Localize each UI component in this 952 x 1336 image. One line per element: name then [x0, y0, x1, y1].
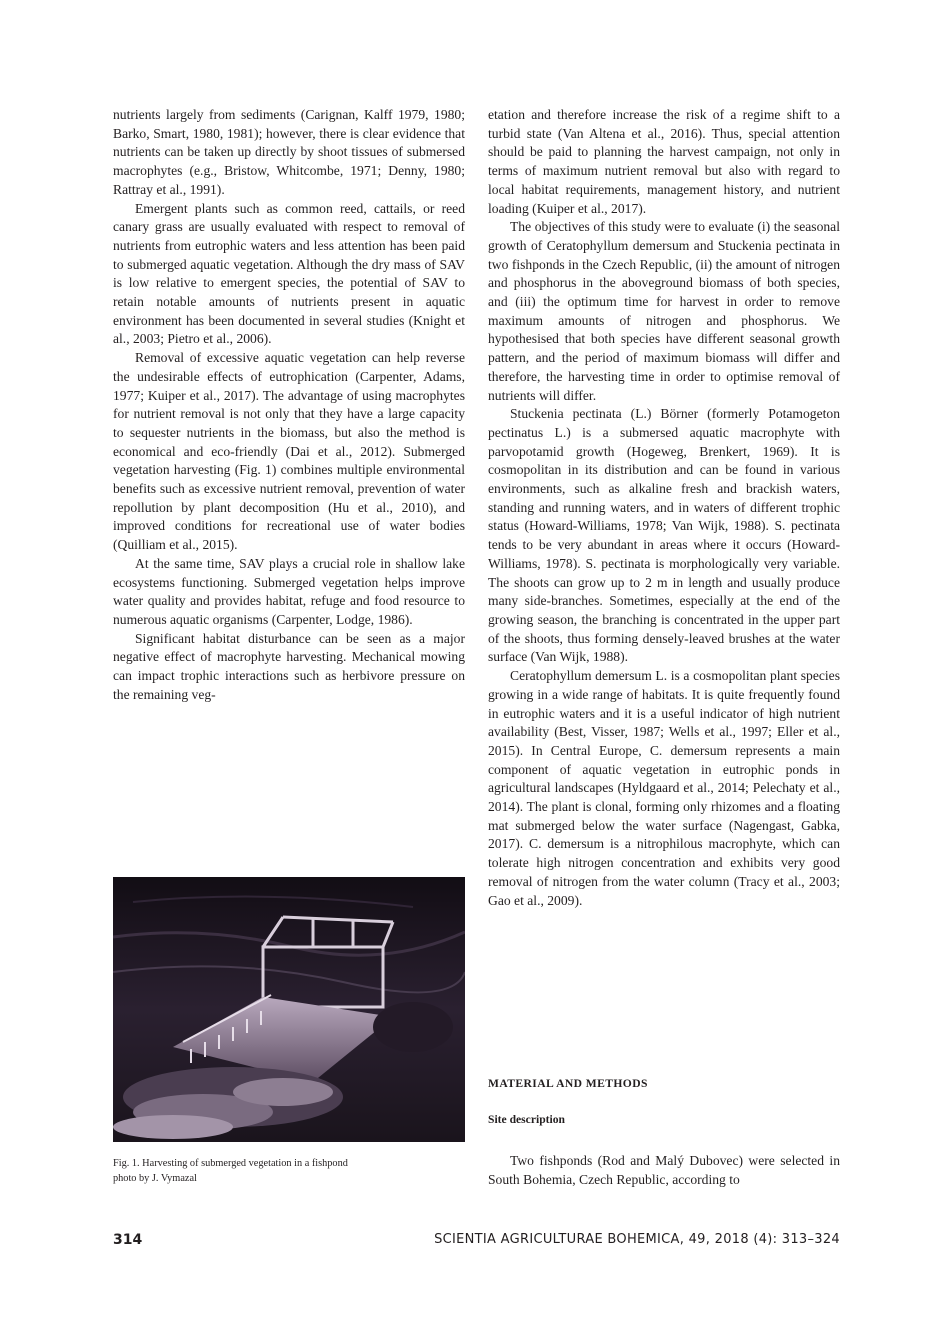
paragraph: etation and therefore increase the risk of a regime shift to a turbid state (Van Altena et al., 2016). Thus, special attention should be paid to planning the harvest campaign, not only in terms of maximum nutrient removal but also with regard to local habitat requirements, management history, and nutrient loading (Kuiper et al., 2017).: [488, 107, 840, 216]
figure-caption: [113, 1156, 465, 1186]
paragraph: Ceratophyllum demersum L. is a cosmopolitan plant species growing in a wide range of habitats. It is quite frequently found in eutrophic waters and it is a useful indicator of high nutrient availability (Best, Visser, 1987; Wells et al., 1997; Eller et al., 2015). In Central Europe, C. demersum represents a main component of aquatic vegetation in eutrophic ponds in agricultural landscapes (Hyldgaard et al., 2014; Pelechaty et al., 2014). The plant is clonal, forming only rhizomes and a floating mat submerged below the water surface (Nagengast, Gabka, 2017). C. demersum is a nitrophilous macrophyte, which can tolerate high nitrogen concentration and exhibits very good removal of nitrogen from the water column (Tracy et al., 2003; Gao et al., 2009).: [488, 668, 840, 908]
paragraph: Emergent plants such as common reed, cattails, or reed canary grass are usually evaluated with respect to removal of nutrients from eutrophic waters and less attention has been paid to submerged aquatic vegetation. Although the dry mass of SAV is low relative to emergent species, the potential of SAV to retain notable amounts of nutrients present in aquatic environment has been documented in several studies (Knight et al., 2003; Pietro et al., 2006).: [113, 200, 465, 347]
section-heading: MATERIAL AND METHODS: [488, 1077, 648, 1090]
left-column: [113, 106, 465, 705]
harvester-photo: [113, 877, 465, 1142]
paragraph: Stuckenia pectinata (L.) Börner (formerly Potamogeton pectinatus L.) is a submersed aquatic macrophyte with parvopotamid growth (Hogeweg, Brenkert, 1969). It is cosmopolitan in its distribution and can be found in various environments, such as alkaline fresh and brackish waters, standing and running waters, and in waters of different trophic status (Howard-Williams, 1978; Van Wijk, 1988). S. pectinata tends to be very abundant in areas where it occurs (Howard-Williams, 1978). S. pectinata is morphologically very variable. The shoots can grow up to 2 m in length and usually produce many side-branches. Sometimes, especially at the end of the growing season, the branching is concentrated in the upper part of the shoots, thus forming densely-leaved brushes at the water surface (Van Wijk, 1988).: [488, 406, 840, 665]
subsection-heading: Site description: [488, 1113, 565, 1126]
site-description-text: [488, 1152, 840, 1189]
paragraph: nutrients largely from sediments (Carignan, Kalff 1979, 1980; Barko, Smart, 1980, 1981); however, there is clear evidence that nutrients can be taken up directly by shoot tissues of submersed macrophytes (e.g., Bristow, Whitcombe, 1971; Denny, 1980; Rattray et al., 1991).: [113, 107, 465, 197]
harvester-photo-illustration: [113, 877, 465, 1142]
photo-credit: photo by J. Vymazal: [113, 1173, 197, 1184]
right-column: [488, 106, 840, 910]
page-footer: [113, 1232, 840, 1252]
caption-line: Fig. 1. Harvesting of submerged vegetation in a fishpond: [113, 1158, 348, 1169]
paragraph: Significant habitat disturbance can be seen as a major negative effect of macrophyte harvesting. Mechanical mowing can impact trophic interactions such as herbivore pressure on the remaining veg-: [113, 630, 465, 702]
paragraph: At the same time, SAV plays a crucial role in shallow lake ecosystems functioning. Submerged vegetation helps improve water quality and provides habitat, refuge and food resource to numerous aquatic organisms (Carpenter, Lodge, 1986).: [113, 555, 465, 627]
page-number: 314: [113, 1232, 143, 1248]
journal-citation: SCIENTIA AGRICULTURAE BOHEMICA, 49, 2018 (4): 313–324: [434, 1232, 840, 1247]
paragraph: Two fishponds (Rod and Malý Dubovec) were selected in South Bohemia, Czech Republic, according to: [488, 1153, 840, 1187]
paragraph: Removal of excessive aquatic vegetation can help reverse the undesirable effects of eutrophication (Carpenter, Adams, 1977; Kuiper et al., 2017). The advantage of using macrophytes for nutrient removal is not only that they have a large capacity to sequester nutrients in the biomass, but also the method is economical and eco-friendly (Dai et al., 2012). Submerged vegetation harvesting (Fig. 1) combines multiple environmental benefits such as excessive nutrient removal, prevention of water repollution by plant decomposition (Hu et al., 2010), and improved conditions for recreational use of water bodies (Quilliam et al., 2015).: [113, 350, 465, 553]
paragraph: The objectives of this study were to evaluate (i) the seasonal growth of Ceratophyllum demersum and Stuckenia pectinata in two fishponds in the Czech Republic, (ii) the amount of nitrogen and phosphorus in the aboveground biomass of both species, and (iii) the optimum time for harvest in order to remove maximum amounts of nitrogen and phosphorus. We hypothesised that both species have different seasonal growth pattern, and the period of maximum biomass will differ and therefore, the harvesting time in order to optimise removal of nutrients will differ.: [488, 219, 840, 403]
